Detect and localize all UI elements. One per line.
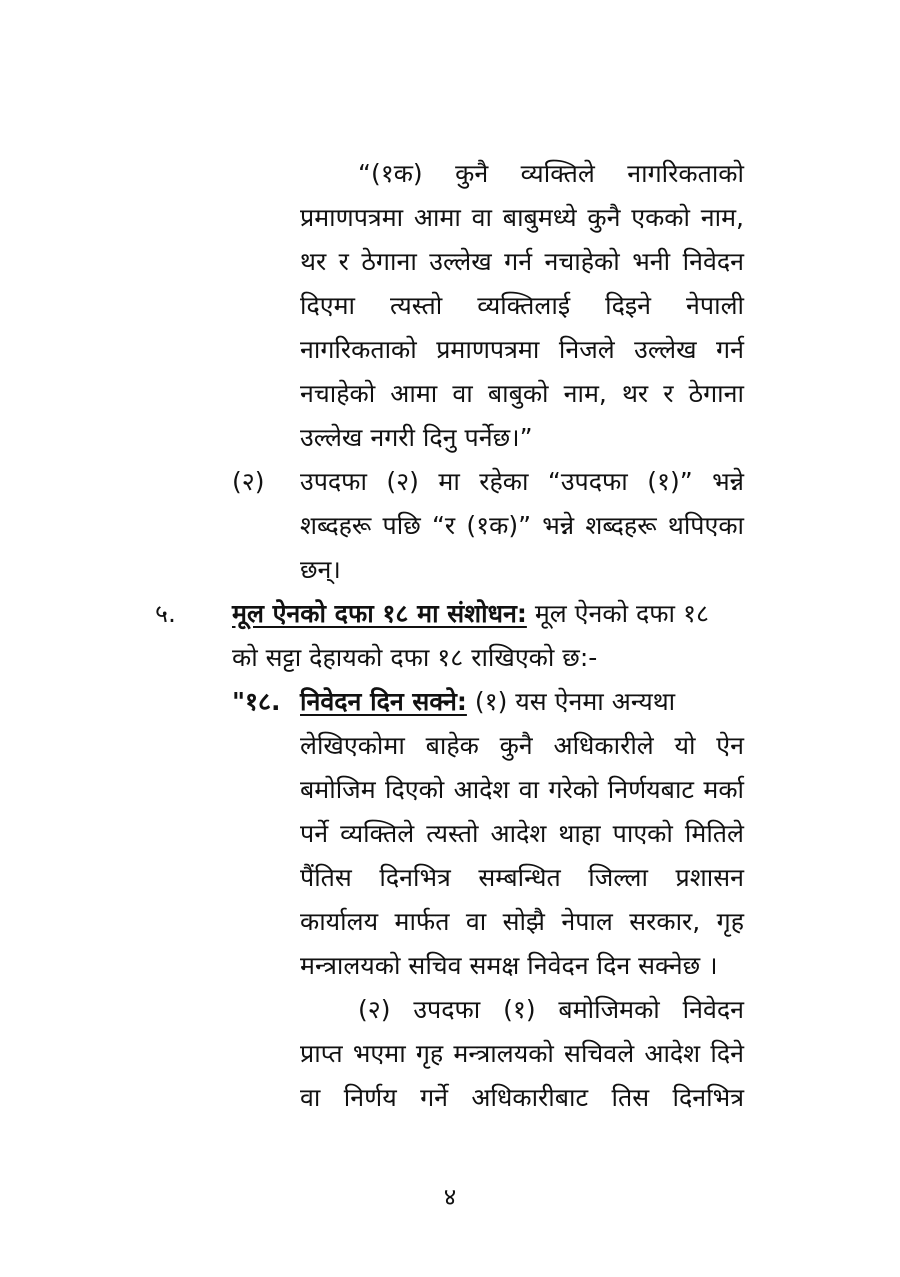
para-1ka-line-7: उल्लेख नगरी दिनु पर्नेछ।” <box>300 423 533 452</box>
para-1ka-line-5: नागरिकताको प्रमाणपत्रमा निजले उल्लेख गर्न <box>300 335 744 364</box>
para-1ka-line-1: “(१क) कुनै व्यक्तिले नागरिकताको <box>358 159 744 188</box>
section-5-line-2: को सट्टा देहायको दफा १८ राखिएको छ:- <box>232 643 598 672</box>
sub-2-line-2: प्राप्त भएमा गृह मन्त्रालयको सचिवले आदेश दिने <box>300 1039 744 1068</box>
section-5-line-1 <box>232 597 744 631</box>
page-number: ४ <box>443 1183 457 1211</box>
section-5-number: ५. <box>155 599 176 628</box>
section-18-number: "१८. <box>232 687 281 716</box>
para-1ka-line-6: नचाहेको आमा वा बाबुको नाम, थर र ठेगाना <box>300 379 744 408</box>
section-18-line-4: पर्ने व्यक्तिले त्यस्तो आदेश थाहा पाएको मितिले <box>300 819 744 848</box>
para-1ka-line-3: थर र ठेगाना उल्लेख गर्न नचाहेको भनी निवेदन <box>300 247 744 276</box>
para-1ka-line-4: दिएमा त्यस्तो व्यक्तिलाई दिइने नेपाली <box>300 291 744 320</box>
section-5-line-1-rest: मूल ऐनको दफा १८ <box>526 599 709 628</box>
section-18-heading: निवेदन दिन सक्ने: <box>300 687 467 716</box>
item-2-line-2: शब्दहरू पछि “र (१क)” भन्ने शब्दहरू थपिएका <box>300 511 744 540</box>
section-18-line-3: बमोजिम दिएको आदेश वा गरेको निर्णयबाट मर्का <box>300 775 744 804</box>
section-5-heading: मूल ऐनको दफा १८ मा संशोधन: <box>232 599 527 628</box>
section-18-line-1 <box>300 685 744 719</box>
item-2-line-3: छन्। <box>300 555 341 584</box>
sub-2-line-3: वा निर्णय गर्ने अधिकारीबाट तिस दिनभित्र <box>300 1083 744 1112</box>
section-18-line-2: लेखिएकोमा बाहेक कुनै अधिकारीले यो ऐन <box>300 731 744 760</box>
item-2-number: (२) <box>232 467 265 496</box>
item-2-line-1: उपदफा (२) मा रहेका “उपदफा (१)” भन्ने <box>300 467 744 496</box>
section-18-line-1-rest: (१) यस ऐनमा अन्यथा <box>466 687 676 716</box>
para-1ka-line-2: प्रमाणपत्रमा आमा वा बाबुमध्ये कुनै एकको नाम, <box>300 203 744 232</box>
sub-2-line-1: (२) उपदफा (१) बमोजिमको निवेदन <box>358 995 744 1024</box>
section-18-line-5: पैंतिस दिनभित्र सम्बन्धित जिल्ला प्रशासन <box>300 863 744 892</box>
section-18-line-7: मन्त्रालयको सचिव समक्ष निवेदन दिन सक्नेछ । <box>300 951 718 980</box>
section-18-line-6: कार्यालय मार्फत वा सोझै नेपाल सरकार, गृह <box>300 907 744 936</box>
